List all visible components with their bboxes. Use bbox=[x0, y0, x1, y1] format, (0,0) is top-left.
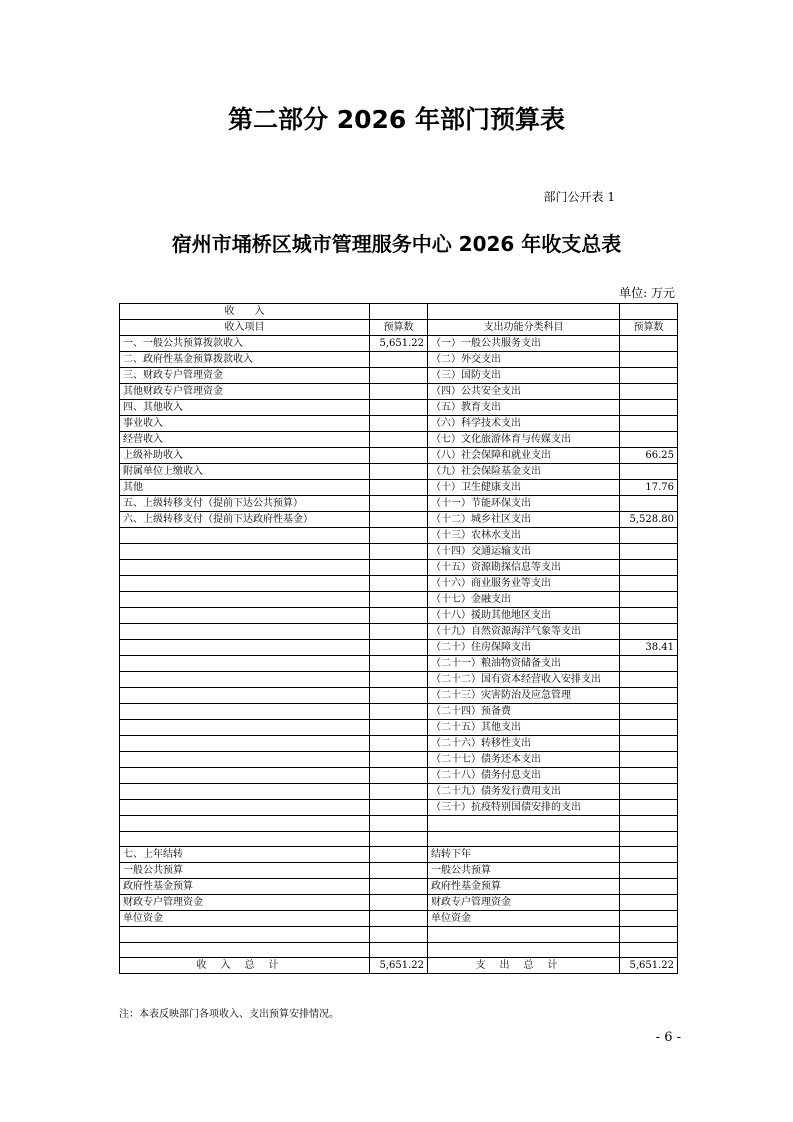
header-blank-cell bbox=[620, 304, 678, 320]
income-total-amount: 5,651.22 bbox=[370, 958, 428, 974]
table-row bbox=[120, 400, 678, 416]
expense-total-label: 支出总计 bbox=[428, 958, 620, 974]
income-amount-cell bbox=[370, 688, 428, 704]
expense-amount-cell bbox=[620, 688, 678, 704]
income-amount-cell bbox=[370, 448, 428, 464]
expense-amount-cell bbox=[620, 863, 678, 879]
expense-item-cell bbox=[428, 942, 620, 958]
expense-item-cell: （三十）抗疫特别国债安排的支出 bbox=[428, 800, 620, 816]
income-item-cell bbox=[120, 640, 370, 656]
expense-amount-cell bbox=[620, 800, 678, 816]
income-amount-cell bbox=[370, 927, 428, 943]
income-amount-cell bbox=[370, 879, 428, 895]
income-item-cell: 财政专户管理资金 bbox=[120, 895, 370, 911]
income-amount-cell bbox=[370, 863, 428, 879]
table-row bbox=[120, 512, 678, 528]
income-item-cell: 一、一般公共预算拨款收入 bbox=[120, 336, 370, 352]
expense-amount-cell bbox=[620, 672, 678, 688]
expense-item-cell: （十五）资源勘探信息等支出 bbox=[428, 560, 620, 576]
expense-amount-cell bbox=[620, 704, 678, 720]
expense-total-amount: 5,651.22 bbox=[620, 958, 678, 974]
table-row bbox=[120, 336, 678, 352]
expense-item-cell: （一）一般公共服务支出 bbox=[428, 336, 620, 352]
income-item-cell: 四、其他收入 bbox=[120, 400, 370, 416]
income-item-cell: 七、上年结转 bbox=[120, 847, 370, 863]
expense-amount-cell bbox=[620, 784, 678, 800]
table-row bbox=[120, 448, 678, 464]
income-amount-cell bbox=[370, 464, 428, 480]
expense-item-header: 支出功能分类科目 bbox=[428, 320, 620, 336]
table-title: 宿州市埇桥区城市管理服务中心 2026 年收支总表 bbox=[171, 232, 622, 256]
income-item-cell bbox=[120, 672, 370, 688]
income-item-cell: 附属单位上缴收入 bbox=[120, 464, 370, 480]
income-item-cell bbox=[120, 656, 370, 672]
income-amount-cell bbox=[370, 544, 428, 560]
expense-amount-cell bbox=[620, 416, 678, 432]
table-row bbox=[120, 640, 678, 656]
table-note: 注：本表反映部门各项收入、支出预算安排情况。 bbox=[119, 1009, 339, 1020]
table-row bbox=[120, 384, 678, 400]
expense-amount-cell bbox=[620, 879, 678, 895]
expense-item-cell: （二十二）国有资本经营收入安排支出 bbox=[428, 672, 620, 688]
totals-row bbox=[120, 958, 678, 974]
expense-item-cell: （二十一）粮油物资储备支出 bbox=[428, 656, 620, 672]
income-amount-cell bbox=[370, 560, 428, 576]
expense-item-cell: （三）国防支出 bbox=[428, 368, 620, 384]
income-amount-cell bbox=[370, 528, 428, 544]
table-row bbox=[120, 847, 678, 863]
income-amount-cell bbox=[370, 608, 428, 624]
income-item-cell: 三、财政专户管理资金 bbox=[120, 368, 370, 384]
table-row bbox=[120, 720, 678, 736]
expense-amount-cell bbox=[620, 831, 678, 847]
expense-amount-cell bbox=[620, 432, 678, 448]
income-item-cell bbox=[120, 608, 370, 624]
income-item-cell bbox=[120, 528, 370, 544]
table-number: 部门公开表 1 bbox=[543, 190, 615, 204]
expense-item-cell: （四）公共安全支出 bbox=[428, 384, 620, 400]
income-amount-cell bbox=[370, 416, 428, 432]
income-item-cell bbox=[120, 624, 370, 640]
expense-item-cell: （十四）交通运输支出 bbox=[428, 544, 620, 560]
income-amount-cell bbox=[370, 736, 428, 752]
income-amount-cell bbox=[370, 784, 428, 800]
table-row bbox=[120, 368, 678, 384]
expense-amount-cell bbox=[620, 336, 678, 352]
income-amount-cell bbox=[370, 656, 428, 672]
income-amount-cell bbox=[370, 576, 428, 592]
income-amount-cell bbox=[370, 942, 428, 958]
income-item-cell: 五、上级转移支付（提前下达公共预算） bbox=[120, 496, 370, 512]
income-item-cell bbox=[120, 800, 370, 816]
expense-amount-cell: 38.41 bbox=[620, 640, 678, 656]
income-amount-cell bbox=[370, 592, 428, 608]
expense-item-cell: 一般公共预算 bbox=[428, 863, 620, 879]
table-row bbox=[120, 688, 678, 704]
income-item-cell bbox=[120, 752, 370, 768]
page-title: 第二部分 2026 年部门预算表 bbox=[228, 105, 565, 134]
income-item-cell bbox=[120, 736, 370, 752]
table-row bbox=[120, 560, 678, 576]
income-item-cell: 事业收入 bbox=[120, 416, 370, 432]
expense-item-cell: （十一）节能环保支出 bbox=[428, 496, 620, 512]
table-row bbox=[120, 942, 678, 958]
table-row bbox=[120, 480, 678, 496]
income-amount-cell bbox=[370, 704, 428, 720]
expense-amount-cell bbox=[620, 847, 678, 863]
income-item-cell bbox=[120, 560, 370, 576]
income-amount-cell bbox=[370, 384, 428, 400]
unit-label: 单位: 万元 bbox=[619, 286, 675, 300]
income-amount-cell bbox=[370, 352, 428, 368]
table-row bbox=[120, 816, 678, 832]
table-row bbox=[120, 863, 678, 879]
income-amount-cell bbox=[370, 752, 428, 768]
expense-amount-cell bbox=[620, 608, 678, 624]
income-item-cell bbox=[120, 720, 370, 736]
expense-amount-cell bbox=[620, 576, 678, 592]
table-row bbox=[120, 927, 678, 943]
income-amount-cell: 5,651.22 bbox=[370, 336, 428, 352]
income-amount-cell bbox=[370, 368, 428, 384]
expense-item-cell: （十六）商业服务业等支出 bbox=[428, 576, 620, 592]
income-amount-cell bbox=[370, 911, 428, 927]
expense-item-cell: （十）卫生健康支出 bbox=[428, 480, 620, 496]
table-row bbox=[120, 528, 678, 544]
income-item-cell bbox=[120, 576, 370, 592]
income-amount-cell bbox=[370, 800, 428, 816]
expense-amount-cell bbox=[620, 560, 678, 576]
expense-amount-cell bbox=[620, 544, 678, 560]
income-item-cell: 其他 bbox=[120, 480, 370, 496]
expense-item-cell bbox=[428, 816, 620, 832]
expense-amount-cell bbox=[620, 464, 678, 480]
expense-item-cell: （十三）农林水支出 bbox=[428, 528, 620, 544]
income-amount-header: 预算数 bbox=[370, 320, 428, 336]
expense-item-cell: （六）科学技术支出 bbox=[428, 416, 620, 432]
income-item-cell bbox=[120, 927, 370, 943]
income-amount-cell bbox=[370, 400, 428, 416]
table-row bbox=[120, 800, 678, 816]
table-row bbox=[120, 608, 678, 624]
table-row bbox=[120, 576, 678, 592]
expense-amount-cell bbox=[620, 496, 678, 512]
income-item-header: 收入项目 bbox=[120, 320, 370, 336]
expense-amount-cell bbox=[620, 624, 678, 640]
income-item-cell bbox=[120, 704, 370, 720]
expense-amount-cell bbox=[620, 592, 678, 608]
expense-amount-cell bbox=[620, 927, 678, 943]
income-item-cell: 六、上级转移支付（提前下达政府性基金） bbox=[120, 512, 370, 528]
expense-item-cell: （二十）住房保障支出 bbox=[428, 640, 620, 656]
table-row bbox=[120, 656, 678, 672]
income-item-cell: 其他财政专户管理资金 bbox=[120, 384, 370, 400]
expense-item-cell: （二十三）灾害防治及应急管理 bbox=[428, 688, 620, 704]
income-amount-cell bbox=[370, 640, 428, 656]
income-item-cell bbox=[120, 831, 370, 847]
income-amount-cell bbox=[370, 672, 428, 688]
table-row bbox=[120, 895, 678, 911]
table-row bbox=[120, 831, 678, 847]
income-item-cell bbox=[120, 592, 370, 608]
expense-amount-cell bbox=[620, 384, 678, 400]
table-row bbox=[120, 544, 678, 560]
table-row bbox=[120, 736, 678, 752]
expense-amount-cell bbox=[620, 400, 678, 416]
table-row bbox=[120, 672, 678, 688]
expense-item-cell: （五）教育支出 bbox=[428, 400, 620, 416]
expense-item-cell: （二十六）转移性支出 bbox=[428, 736, 620, 752]
header-blank-cell bbox=[370, 304, 428, 320]
expense-item-cell: （二十五）其他支出 bbox=[428, 720, 620, 736]
income-item-cell: 一般公共预算 bbox=[120, 863, 370, 879]
income-item-cell bbox=[120, 784, 370, 800]
income-item-cell: 政府性基金预算 bbox=[120, 879, 370, 895]
table-column-header-row bbox=[120, 320, 678, 336]
income-item-cell bbox=[120, 544, 370, 560]
expense-item-cell: 财政专户管理资金 bbox=[428, 895, 620, 911]
income-total-label: 收入总计 bbox=[120, 958, 370, 974]
header-blank-cell bbox=[428, 304, 620, 320]
expense-item-cell: 单位资金 bbox=[428, 911, 620, 927]
expense-item-cell: （十七）金融支出 bbox=[428, 592, 620, 608]
income-amount-cell bbox=[370, 847, 428, 863]
table-row bbox=[120, 784, 678, 800]
table-row bbox=[120, 752, 678, 768]
income-amount-cell bbox=[370, 768, 428, 784]
income-amount-cell bbox=[370, 432, 428, 448]
table-body bbox=[120, 336, 678, 958]
income-item-cell bbox=[120, 688, 370, 704]
income-item-cell: 二、政府性基金预算拨款收入 bbox=[120, 352, 370, 368]
expense-item-cell: （二十四）预备费 bbox=[428, 704, 620, 720]
table-row bbox=[120, 592, 678, 608]
expense-amount-cell bbox=[620, 368, 678, 384]
expense-amount-cell bbox=[620, 768, 678, 784]
expense-amount-cell bbox=[620, 942, 678, 958]
table-row bbox=[120, 432, 678, 448]
expense-item-cell: （七）文化旅游体育与传媒支出 bbox=[428, 432, 620, 448]
income-item-cell bbox=[120, 942, 370, 958]
expense-item-cell: （十八）援助其他地区支出 bbox=[428, 608, 620, 624]
expense-item-cell: （十九）自然资源海洋气象等支出 bbox=[428, 624, 620, 640]
expense-amount-cell: 66.25 bbox=[620, 448, 678, 464]
income-item-cell bbox=[120, 768, 370, 784]
expense-item-cell: （二十八）债务付息支出 bbox=[428, 768, 620, 784]
income-item-cell: 单位资金 bbox=[120, 911, 370, 927]
table-row bbox=[120, 879, 678, 895]
expense-amount-header: 预算数 bbox=[620, 320, 678, 336]
expense-item-cell: 结转下年 bbox=[428, 847, 620, 863]
table-group-header-row bbox=[120, 304, 678, 320]
table-row bbox=[120, 624, 678, 640]
table-row bbox=[120, 768, 678, 784]
table-row bbox=[120, 416, 678, 432]
expense-amount-cell bbox=[620, 720, 678, 736]
expense-item-cell: （二十九）债务发行费用支出 bbox=[428, 784, 620, 800]
income-amount-cell bbox=[370, 816, 428, 832]
expense-item-cell: 政府性基金预算 bbox=[428, 879, 620, 895]
income-amount-cell bbox=[370, 480, 428, 496]
page-number: - 6 - bbox=[655, 1030, 681, 1045]
income-amount-cell bbox=[370, 720, 428, 736]
income-group-header: 收 入 bbox=[120, 304, 370, 320]
table-row bbox=[120, 352, 678, 368]
expense-amount-cell bbox=[620, 352, 678, 368]
expense-amount-cell bbox=[620, 911, 678, 927]
expense-amount-cell bbox=[620, 656, 678, 672]
table-row bbox=[120, 496, 678, 512]
income-item-cell bbox=[120, 816, 370, 832]
table-row bbox=[120, 911, 678, 927]
income-amount-cell bbox=[370, 895, 428, 911]
expense-item-cell bbox=[428, 831, 620, 847]
income-amount-cell bbox=[370, 512, 428, 528]
table-row bbox=[120, 464, 678, 480]
expense-amount-cell bbox=[620, 736, 678, 752]
expense-amount-cell bbox=[620, 752, 678, 768]
income-amount-cell bbox=[370, 624, 428, 640]
budget-table bbox=[119, 303, 678, 974]
expense-item-cell: （十二）城乡社区支出 bbox=[428, 512, 620, 528]
expense-item-cell: （二十七）债务还本支出 bbox=[428, 752, 620, 768]
expense-item-cell bbox=[428, 927, 620, 943]
table-row bbox=[120, 704, 678, 720]
expense-amount-cell bbox=[620, 816, 678, 832]
expense-amount-cell bbox=[620, 528, 678, 544]
expense-item-cell: （二）外交支出 bbox=[428, 352, 620, 368]
income-amount-cell bbox=[370, 831, 428, 847]
expense-item-cell: （八）社会保障和就业支出 bbox=[428, 448, 620, 464]
expense-amount-cell bbox=[620, 895, 678, 911]
expense-item-cell: （九）社会保险基金支出 bbox=[428, 464, 620, 480]
income-amount-cell bbox=[370, 496, 428, 512]
income-item-cell: 上级补助收入 bbox=[120, 448, 370, 464]
expense-amount-cell: 17.76 bbox=[620, 480, 678, 496]
expense-amount-cell: 5,528.80 bbox=[620, 512, 678, 528]
income-item-cell: 经营收入 bbox=[120, 432, 370, 448]
